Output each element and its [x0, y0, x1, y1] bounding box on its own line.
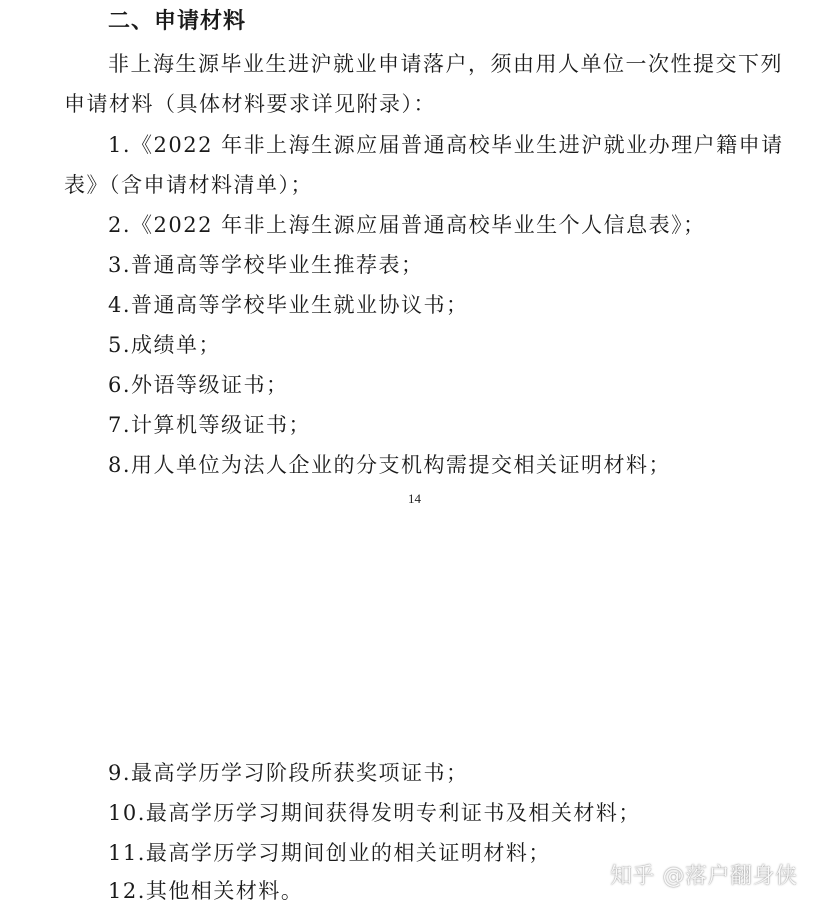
list-item-2: 2.《2022 年非上海生源应届普通高校毕业生个人信息表》；: [108, 213, 706, 237]
list-item-7: 7.计算机等级证书；: [108, 413, 312, 437]
list-item-6: 6.外语等级证书；: [108, 373, 289, 397]
list-item-3: 3.普通高等学校毕业生推荐表；: [108, 253, 424, 277]
list-item-8: 8.用人单位为法人企业的分支机构需提交相关证明材料；: [108, 453, 672, 477]
intro-text-line-1: 非上海生源毕业生进沪就业申请落户，须由用人单位一次性提交下列: [108, 52, 783, 76]
page-number: 14: [408, 491, 421, 506]
list-item-5: 5.成绩单；: [108, 333, 222, 357]
intro-text-line-2: 申请材料（具体材料要求详见附录）：: [64, 92, 436, 116]
list-item-10: 10.最高学历学习期间获得发明专利证书及相关材料；: [108, 801, 641, 825]
zhihu-watermark: 知乎 @落户翻身侠: [610, 864, 798, 889]
list-item-1-continued: 表》（含申请材料清单）；: [64, 173, 313, 197]
section-heading: 二、申请材料: [108, 9, 247, 34]
list-item-11: 11.最高学历学习期间创业的相关证明材料；: [108, 841, 551, 865]
list-item-12: 12.其他相关材料。: [108, 879, 304, 903]
list-item-1: 1.《2022 年非上海生源应届普通高校毕业生进沪就业办理户籍申请: [108, 133, 784, 157]
list-item-4: 4.普通高等学校毕业生就业协议书；: [108, 293, 469, 317]
list-item-9: 9.最高学历学习阶段所获奖项证书；: [108, 761, 469, 785]
